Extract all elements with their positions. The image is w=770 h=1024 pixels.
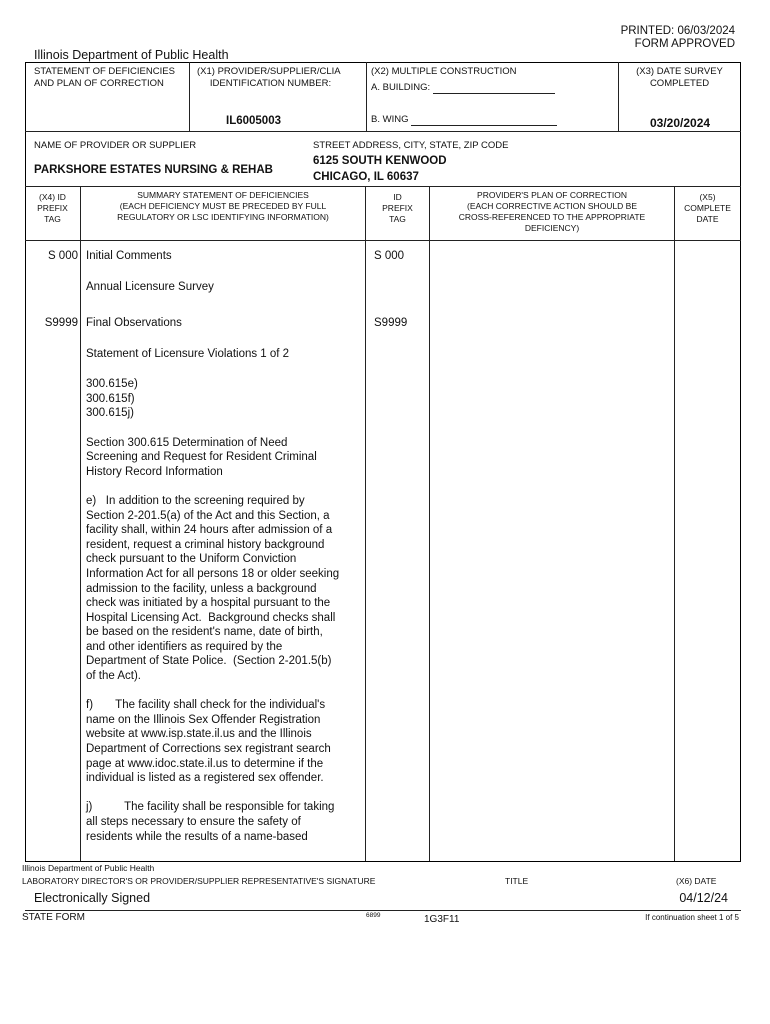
entry-paragraph: Annual Licensure Survey [86, 280, 214, 293]
entry-tag: S 000 [47, 250, 78, 262]
provider-id-number: IL6005003 [226, 115, 281, 127]
id-header: ID PREFIX TAG [382, 192, 413, 224]
x2-label: (X2) MULTIPLE CONSTRUCTION [371, 66, 517, 77]
x1-label: (X1) PROVIDER/SUPPLIER/CLIA IDENTIFICATION NUMBER: [197, 66, 341, 89]
entry-paragraph: f) The facility shall check for the individual's name on the Illinois Sex Offender Registration website at www.isp.state.il.us and the Illinois Department of Corrections sex registrant search page at www.idoc.state.il.us to determine if the individual is listed as a registered sex offender. [86, 699, 331, 785]
statement-label: STATEMENT OF DEFICIENCIES AND PLAN OF CORRECTION [34, 66, 175, 89]
building-field: A. BUILDING: [371, 82, 555, 94]
entry-paragraph: e) In addition to the screening required by Section 2-201.5(a) of the Act and this Section, a facility shall, within 24 hours after admission of a resident, request a criminal history background check pursuant to the Uniform Conviction Information Act for all persons 18 or older seeking admission to the facility, unless a background check was initiated by a hospital pursuant to the Hospital Licensing Act. Background checks shall be based on the resident's name, date of birth, and other identifiers as required by the Department of State Police. (Section 2-201.5(b) of the Act). [86, 494, 340, 683]
printed-date: PRINTED: 06/03/2024 [620, 25, 735, 37]
entry-id-tag: S 000 [374, 250, 405, 262]
plan-header: PROVIDER'S PLAN OF CORRECTION (EACH CORRECTIVE ACTION SHOULD BE CROSS-REFERENCED TO THE APPROPRIATE DEFICIENCY) [458, 190, 646, 233]
signed-date: 04/12/24 [679, 891, 728, 905]
entry-paragraph: 300.615e) 300.615f) 300.615j) [86, 378, 138, 420]
entry-id-tag: S9999 [374, 317, 408, 329]
signature-value: Electronically Signed [34, 891, 151, 905]
footer-agency: Illinois Department of Public Health [22, 863, 155, 873]
provider-name-label: NAME OF PROVIDER OR SUPPLIER [34, 140, 197, 151]
event-id: 1G3F11 [424, 914, 460, 925]
form-approved: FORM APPROVED [634, 38, 735, 50]
wing-blank [411, 116, 557, 126]
summary-header: SUMMARY STATEMENT OF DEFICIENCIES (EACH DEFICIENCY MUST BE PRECEDED BY FULL REGULATORY OR LSC IDENTIFYING INFORMATION) [117, 190, 329, 222]
provider-name: PARKSHORE ESTATES NURSING & REHAB [34, 164, 273, 176]
wing-field: B. WING [371, 114, 557, 126]
entry-summary [86, 316, 364, 859]
x4-header: (X4) ID PREFIX TAG [37, 192, 68, 224]
entry-title: Initial Comments [86, 250, 172, 262]
entry-paragraph: Statement of Licensure Violations 1 of 2 [86, 347, 290, 360]
entry-paragraph: Section 300.615 Determination of Need Screening and Request for Resident Criminal History Record Information [86, 436, 317, 478]
x6-date-label: (X6) DATE [676, 876, 717, 886]
x3-label: (X3) DATE SURVEY COMPLETED [636, 66, 723, 89]
address-label: STREET ADDRESS, CITY, STATE, ZIP CODE [313, 140, 509, 151]
building-blank [433, 83, 555, 94]
title-label: TITLE [505, 876, 529, 886]
agency-name: Illinois Department of Public Health [34, 48, 229, 62]
entry-summary [86, 249, 364, 309]
entry-title: Final Observations [86, 317, 182, 329]
x5-header: (X5) COMPLETE DATE [684, 192, 731, 224]
entry-tag: S9999 [44, 317, 78, 329]
address-line-2: CHICAGO, IL 60637 [313, 171, 419, 183]
continuation-sheet: If continuation sheet 1 of 5 [645, 913, 739, 922]
address-line-1: 6125 SOUTH KENWOOD [313, 155, 447, 167]
form-number: 6899 [366, 912, 381, 919]
signature-label: LABORATORY DIRECTOR'S OR PROVIDER/SUPPLIER REPRESENTATIVE'S SIGNATURE [22, 876, 376, 886]
entry-paragraph: j) The facility shall be responsible for taking all steps necessary to ensure the safety of residents while the results of a name-based [86, 801, 335, 843]
survey-completed-date: 03/20/2024 [650, 116, 711, 130]
state-form: STATE FORM [22, 912, 85, 923]
